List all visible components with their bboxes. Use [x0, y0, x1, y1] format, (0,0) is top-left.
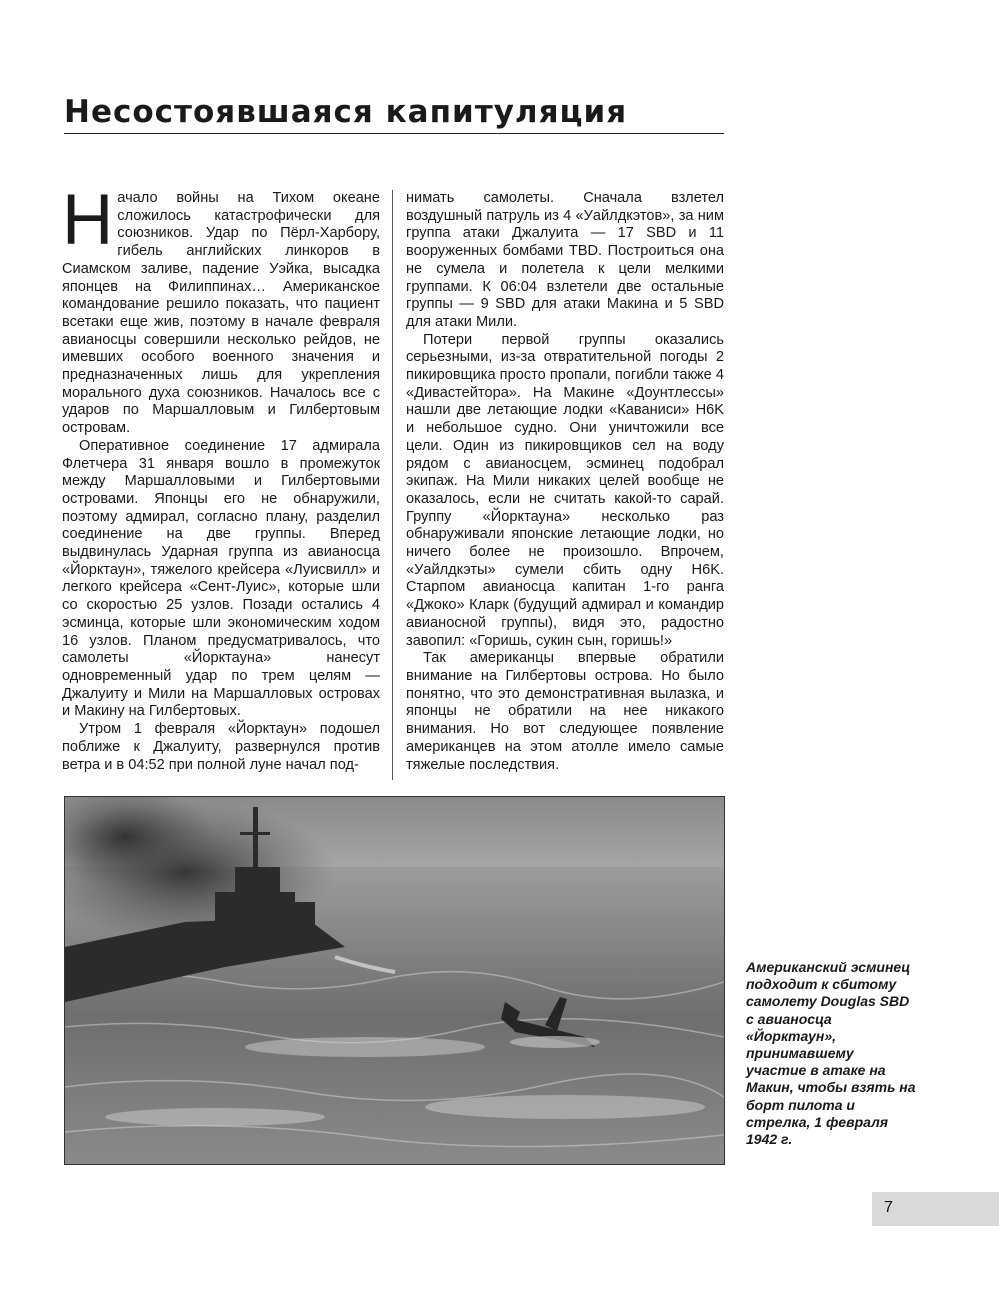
- paragraph: Потери первой группы оказались серьезными, из-за отвратительной погоды 2 пикировщика просто пропали, погибли также 4 «Дивастейтора». На Макине «Доунтлессы» нашли две летающие лодки «Каваниси» H6K и небольшое судно. Они уничтожили все цели. Один из пикировщиков сел на воду рядом с авианосцем, эсминец подобрал экипаж. На Мили никаких целей вообще не оказалось, если не считать какой-то сарай. Группу «Йорктауна» несколько раз обнаруживали японские летающие лодки, но ничего более не произошло. Впрочем, «Уайлдкэты» сумели сбить одну H6K. Старпом авианосца капитан 1-го ранга «Джоко» Кларк (будущий адмирал и командир авианосной группы), видя это, радостно завопил: «Горишь, сукин сын, горишь!»: [406, 331, 724, 649]
- paragraph: Оперативное соединение 17 адмирала Флетчера 31 января вошло в промежуток между Маршалловыми и Гилбертовыми островами. Японцы его не обнаружили, поэтому адмирал, согласно плану, разделил соединение на две группы. Вперед выдвинулась Ударная группа из авианосца «Йорктаун», тяжелого крейсера «Луисвилл» и легкого крейсера «Сент-Луис», которые шли со скоростью 25 узлов. Позади остались 4 эсминца, которые шли экономическим ходом 16 узлов. Планом предусматривалось, что самолеты «Йорктауна» нанесут одновременный удар по трем целям — Джалуиту и Мили на Маршалловых островах и Макину на Гилбертовых.: [62, 437, 380, 720]
- photo-caption: Американский эсминец подходит к сбитому самолету Douglas SBD с авианосца «Йорктаун», принимавшему участие в атаке на Макин, чтобы взять на борт пилота и стрелка, 1 февраля 1942 г.: [746, 959, 916, 1148]
- title-divider: [64, 133, 724, 134]
- page-title: Несостоявшаяся капитуляция: [64, 94, 628, 130]
- paragraph-text: ачало войны на Тихом океане сложилось катастрофически для союзников. Удар по Пёрл-Харбору, гибель английских линкоров в Сиамском заливе, падение Уэйка, высадка японцев на Филиппинах… Американское командование решило показать, что пациент всетаки еще жив, поэтому в начале февраля авианосцы совершили несколько рейдов, не имевших особого военного значения и предназначенных лишь для укрепления морального духа союзников. Началось все с ударов по Маршалловым и Гилбертовым островам.: [62, 190, 380, 437]
- text-column-left: [62, 181, 380, 774]
- text-column-right: [406, 190, 724, 774]
- paragraph: нимать самолеты. Сначала взлетел воздушный патруль из 4 «Уайлдкэтов», за ним группа атаки Джалуита — 17 SBD и 11 вооруженных бомбами TBD. Построиться она не сумела и полетела к цели мелкими группами. К 06:04 взлетели две остальные группы — 9 SBD для атаки Макина и 5 SBD для атаки Мили.: [406, 190, 724, 330]
- page-number: 7: [884, 1199, 893, 1216]
- page-number-tab: [872, 1192, 999, 1226]
- column-divider: [392, 190, 393, 780]
- paragraph: Так американцы впервые обратили внимание на Гилбертовы острова. Но было понятно, что это демонстративная вылазка, и японцы не обратили на нее никакого внимания. Но вот следующее появление американцев на этом атолле имело самые тяжелые последствия.: [406, 650, 724, 773]
- photo-destroyer-and-downed-plane: [64, 796, 725, 1165]
- paragraph: Утром 1 февраля «Йорктаун» подошел поближе к Джалуиту, развернулся против ветра и в 04:52 при полной луне начал под-: [62, 721, 380, 773]
- paragraph: [62, 181, 380, 438]
- drop-cap: Н: [62, 181, 114, 260]
